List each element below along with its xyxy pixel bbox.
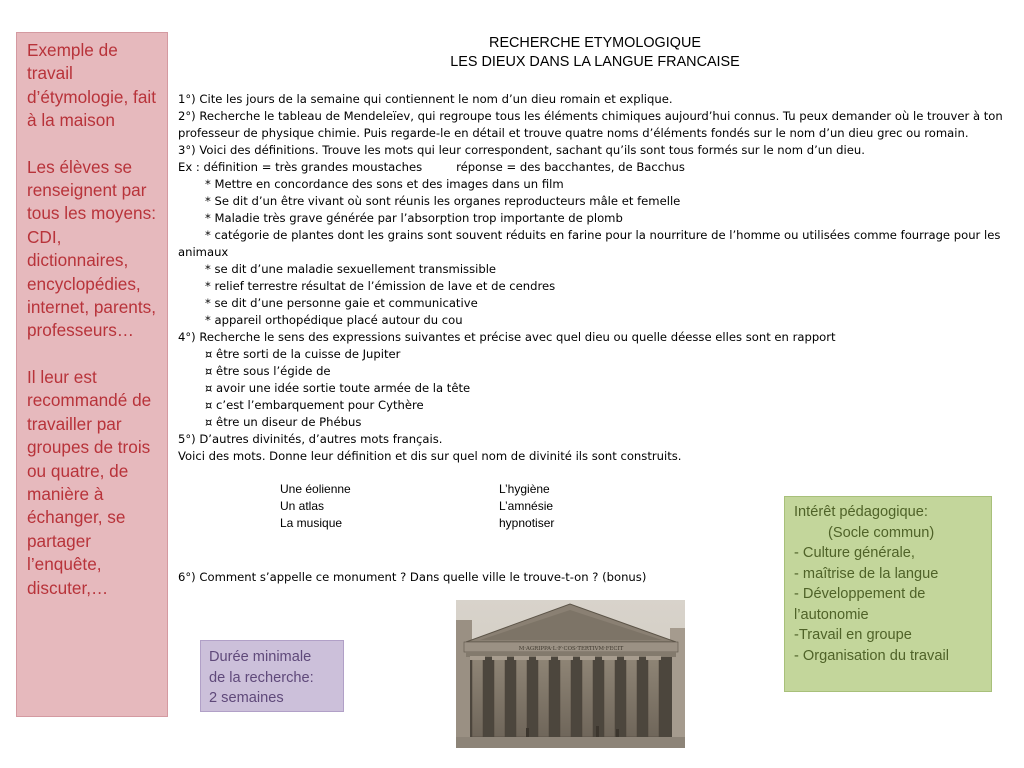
definition-item: * relief terrestre résultat de l’émission de lave et de cendres [205, 279, 556, 293]
word: Une éolienne [280, 482, 351, 496]
question-1: 1°) Cite les jours de la semaine qui contiennent le nom d’un dieu romain et explique. [178, 92, 673, 106]
interest-item: -Travail en groupe [794, 627, 912, 643]
word-row [280, 498, 554, 515]
interest-item: - Organisation du travail [794, 647, 949, 664]
word: hypnotiser [499, 516, 555, 530]
definition-item: * Mettre en concordance des sons et des images dans un film [205, 177, 564, 191]
expression-item: ¤ avoir une idée sortie toute armée de la tête [205, 381, 471, 395]
definition-item: * se dit d’une personne gaie et communicative [205, 296, 478, 310]
word: L’amnésie [499, 499, 554, 513]
pedagogical-interest-box [784, 496, 992, 692]
definition-item: * catégorie de plantes dont les grains sont souvent réduits en farine pour la nourriture de l’homme ou utilisées comme fourrage pour les animaux [178, 228, 1001, 259]
question-5-line-2: Voici des mots. Donne leur définition et dis sur quel nom de divinité ils sont construits. [178, 449, 682, 463]
duration-line: de la recherche: [209, 669, 314, 686]
duration-line: Durée minimale [209, 649, 312, 665]
definition-item: * appareil orthopédique placé autour du cou [205, 313, 463, 327]
note-paragraph-3: Il leur est recommandé de travailler par groupes de trois ou quatre, de manière à échanger, se partager l’enquête, discuter,… [27, 366, 152, 598]
question-6: 6°) Comment s’appelle ce monument ? Dans quelle ville le trouve-t-on ? (bonus) [178, 570, 647, 584]
interest-item: - Culture générale, [794, 545, 915, 561]
note-paragraph-1: Exemple de travail d’étymologie, fait à la maison [27, 40, 156, 131]
pantheon-illustration [456, 600, 685, 748]
definition-item: * Maladie très grave générée par l’absorption trop importante de plomb [205, 211, 623, 225]
definition-item: * Se dit d’un être vivant où sont réunis les organes reproducteurs mâle et femelle [205, 194, 681, 208]
title-line-1: RECHERCHE ETYMOLOGIQUE [489, 35, 701, 51]
expression-item: ¤ être sous l’égide de [205, 364, 331, 378]
word: L’hygiène [499, 482, 550, 496]
expression-item: ¤ c’est l’embarquement pour Cythère [205, 398, 424, 412]
questions-body [178, 91, 1018, 465]
pantheon-photo [456, 600, 685, 748]
word-row [280, 515, 554, 532]
question-3-example [178, 159, 1018, 176]
expression-item: ¤ être sorti de la cuisse de Jupiter [205, 347, 401, 361]
word-list [280, 481, 554, 532]
question-2: 2°) Recherche le tableau de Mendeleïev, qui regroupe tous les éléments chimiques aujourd’hui connus. Tu peux demander où le trouver à ton professeur de physique chimie. Puis regarde-le en détail et trouve quatre noms d’éléments fondés sur le nom d’un dieu grec ou romain. [178, 109, 1003, 140]
example-definition: Ex : définition = très grandes moustaches [178, 160, 423, 174]
word: La musique [280, 516, 343, 530]
question-5-line-1: 5°) D’autres divinités, d’autres mots français. [178, 432, 443, 446]
interest-heading: Intérêt pédagogique: [794, 504, 928, 520]
definition-item: * se dit d’une maladie sexuellement transmissible [205, 262, 497, 276]
document-title [400, 34, 790, 72]
question-3: 3°) Voici des définitions. Trouve les mots qui leur correspondent, sachant qu’ils sont tous formés sur le nom d’un dieu. [178, 143, 865, 157]
interest-item: - maîtrise de la langue [794, 565, 939, 582]
expression-item: ¤ être un diseur de Phébus [205, 415, 362, 429]
word: Un atlas [280, 499, 325, 513]
pantheon-inscription: M·AGRIPPA·L·F·COS·TERTIVM·FECIT [518, 646, 624, 652]
interest-item: - Développement de l’autonomie [794, 586, 926, 623]
note-paragraph-2: Les élèves se renseignent par tous les moyens: CDI, dictionnaires, encyclopédies, internet, parents, professeurs… [27, 156, 156, 341]
example-answer: réponse = des bacchantes, de Bacchus [456, 160, 685, 174]
question-4: 4°) Recherche le sens des expressions suivantes et précise avec quel dieu ou quelle déesse elles sont en rapport [178, 330, 836, 344]
duration-line: 2 semaines [209, 690, 284, 706]
interest-subheading: (Socle commun) [828, 524, 935, 541]
word-row [280, 481, 554, 498]
duration-box [200, 640, 344, 712]
title-line-2: LES DIEUX DANS LA LANGUE FRANCAISE [450, 54, 740, 70]
left-note-box [16, 32, 168, 717]
